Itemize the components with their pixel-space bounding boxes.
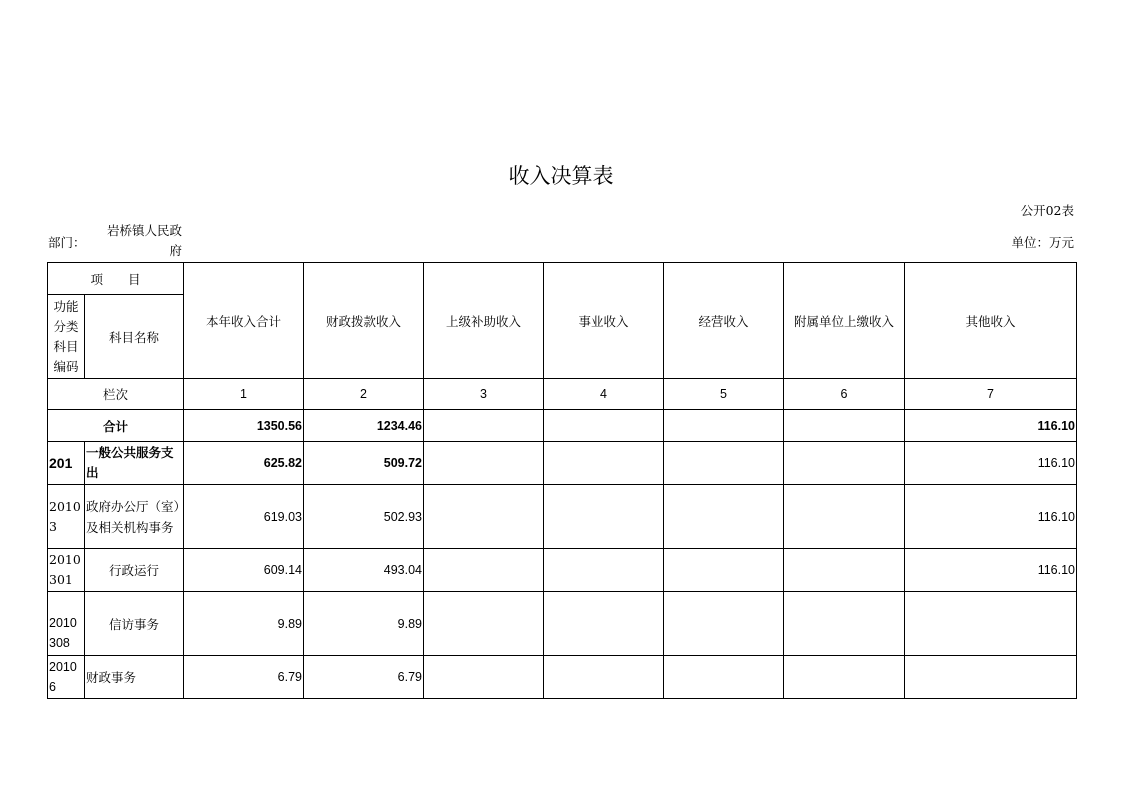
- row-value: [424, 656, 544, 699]
- col-index: 4: [544, 379, 664, 410]
- department-label: 部门：: [48, 235, 86, 250]
- row-value: [784, 485, 905, 549]
- col-index: 3: [424, 379, 544, 410]
- total-value: 1234.46: [304, 410, 424, 442]
- row-value: [664, 592, 784, 656]
- row-name: 财政事务: [85, 656, 184, 699]
- row-value: 502.93: [304, 485, 424, 549]
- row-value: 9.89: [304, 592, 424, 656]
- row-name: 一般公共服务支出: [85, 442, 184, 485]
- row-code: 2010301: [48, 549, 85, 592]
- row-code: 201: [48, 442, 85, 485]
- row-value: 9.89: [184, 592, 304, 656]
- row-value: 6.79: [184, 656, 304, 699]
- row-value: [544, 656, 664, 699]
- row-value: [664, 549, 784, 592]
- col-index-row: [48, 379, 1077, 410]
- row-code: 20106: [48, 656, 85, 699]
- row-value: [784, 442, 905, 485]
- row-value: [664, 442, 784, 485]
- row-name: 政府办公厅（室）及相关机构事务: [85, 485, 184, 549]
- col-index: 7: [905, 379, 1077, 410]
- row-value: [905, 656, 1077, 699]
- total-value: 116.10: [905, 410, 1077, 442]
- row-value: 509.72: [304, 442, 424, 485]
- col-index: 2: [304, 379, 424, 410]
- table-row: [48, 549, 1077, 592]
- row-value: 116.10: [905, 485, 1077, 549]
- row-value: [544, 549, 664, 592]
- total-value: [664, 410, 784, 442]
- col-header-6: 附属单位上缴收入: [784, 263, 905, 379]
- col-header-2: 财政拨款收入: [304, 263, 424, 379]
- row-value: [424, 592, 544, 656]
- row-value: 625.82: [184, 442, 304, 485]
- col-header-1: 本年收入合计: [184, 263, 304, 379]
- col-index: 1: [184, 379, 304, 410]
- header-subject-name: 科目名称: [85, 295, 184, 379]
- col-header-3: 上级补助收入: [424, 263, 544, 379]
- income-table: [47, 262, 1077, 699]
- row-value: [544, 442, 664, 485]
- row-value: [544, 485, 664, 549]
- row-value: [664, 656, 784, 699]
- total-value: 1350.56: [184, 410, 304, 442]
- department-name: 岩桥镇人民政府: [106, 223, 182, 258]
- total-value: [424, 410, 544, 442]
- row-code: 2010308: [48, 592, 85, 656]
- header-item: 项 目: [48, 263, 184, 295]
- row-name: 信访事务: [85, 592, 184, 656]
- row-value: [784, 592, 905, 656]
- header-func-code: 功能分类科目编码: [48, 295, 85, 379]
- total-value: [544, 410, 664, 442]
- row-value: 609.14: [184, 549, 304, 592]
- unit-label: 单位：万元: [1011, 235, 1074, 250]
- table-row: [48, 485, 1077, 549]
- form-code: 公开02表: [1020, 203, 1074, 218]
- header-row-1: [48, 263, 1077, 295]
- row-value: [424, 442, 544, 485]
- col-header-7: 其他收入: [905, 263, 1077, 379]
- table-row: [48, 442, 1077, 485]
- table-row: [48, 592, 1077, 656]
- row-value: [784, 549, 905, 592]
- col-header-4: 事业收入: [544, 263, 664, 379]
- row-value: [424, 485, 544, 549]
- row-value: [664, 485, 784, 549]
- total-row: [48, 410, 1077, 442]
- row-value: [544, 592, 664, 656]
- row-value: [784, 656, 905, 699]
- col-header-5: 经营收入: [664, 263, 784, 379]
- col-index-label: 栏次: [48, 379, 184, 410]
- row-value: 493.04: [304, 549, 424, 592]
- report-title: 收入决算表: [508, 164, 614, 188]
- row-value: [424, 549, 544, 592]
- table-row: [48, 656, 1077, 699]
- total-label: 合计: [48, 410, 184, 442]
- col-index: 6: [784, 379, 905, 410]
- col-index: 5: [664, 379, 784, 410]
- total-value: [784, 410, 905, 442]
- row-value: [905, 592, 1077, 656]
- row-value: 6.79: [304, 656, 424, 699]
- row-code: 20103: [48, 485, 85, 549]
- row-value: 619.03: [184, 485, 304, 549]
- row-value: 116.10: [905, 549, 1077, 592]
- row-value: 116.10: [905, 442, 1077, 485]
- row-name: 行政运行: [85, 549, 184, 592]
